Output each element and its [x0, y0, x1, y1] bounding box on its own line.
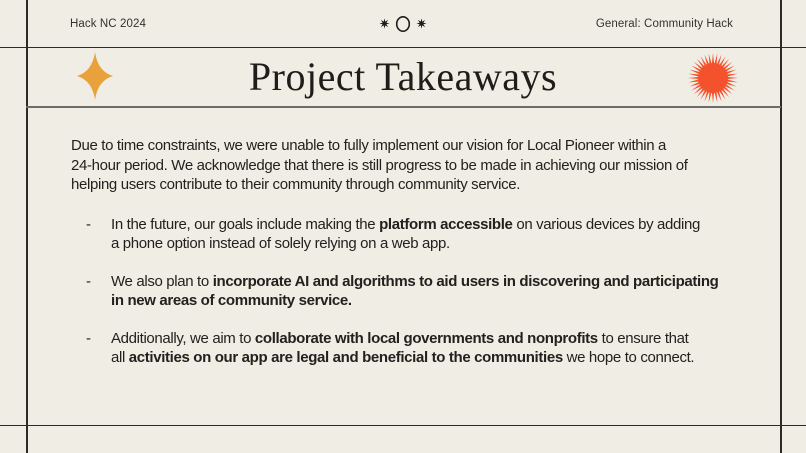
header-left-text: Hack NC 2024 [70, 17, 146, 30]
text-line: 24-hour period. We acknowledge that there is still progress to be made in achieving our mission of [71, 156, 688, 174]
text-line: helping users contribute to their community through community service. [71, 176, 521, 193]
sunburst-icon [687, 52, 739, 104]
page-title: Project Takeaways [248, 53, 558, 99]
title-row [0, 47, 806, 106]
bullet-text [111, 329, 780, 368]
text-line: We also plan to incorporate AI and algorithms to aid users in discovering and participating [111, 272, 719, 290]
slide-header [0, 0, 806, 47]
header-center-icons [379, 0, 427, 47]
bullet-item [71, 272, 780, 311]
text-line: Due to time constraints, we were unable to fully implement our vision for Local Pioneer within a [71, 137, 667, 154]
sparkle-icon [379, 18, 390, 29]
footer-divider-line [0, 425, 806, 427]
bullet-text [111, 272, 780, 311]
four-point-star-icon [76, 52, 114, 100]
bullet-item [71, 215, 780, 254]
text-line: all activities on our app are legal and beneficial to the communities we hope to connect. [111, 349, 695, 366]
sparkle-icon [416, 18, 427, 29]
bullet-marker: - [86, 215, 91, 233]
text-line: Additionally, we aim to collaborate with local governments and nonprofits to ensure that [111, 329, 689, 347]
bullet-marker: - [86, 329, 91, 347]
intro-paragraph [71, 107, 780, 195]
text-line: a phone option instead of solely relying on a web app. [111, 235, 450, 252]
slide-body [71, 107, 780, 368]
bullet-list [71, 215, 780, 368]
bullet-marker: - [86, 272, 91, 290]
text-line: in new areas of community service. [111, 292, 352, 309]
bullet-text [111, 215, 780, 254]
header-right-text: General: Community Hack [595, 17, 733, 30]
circle-icon [395, 15, 411, 33]
bullet-item [71, 329, 780, 368]
text-line: In the future, our goals include making the platform accessible on various devices by adding [111, 215, 701, 233]
